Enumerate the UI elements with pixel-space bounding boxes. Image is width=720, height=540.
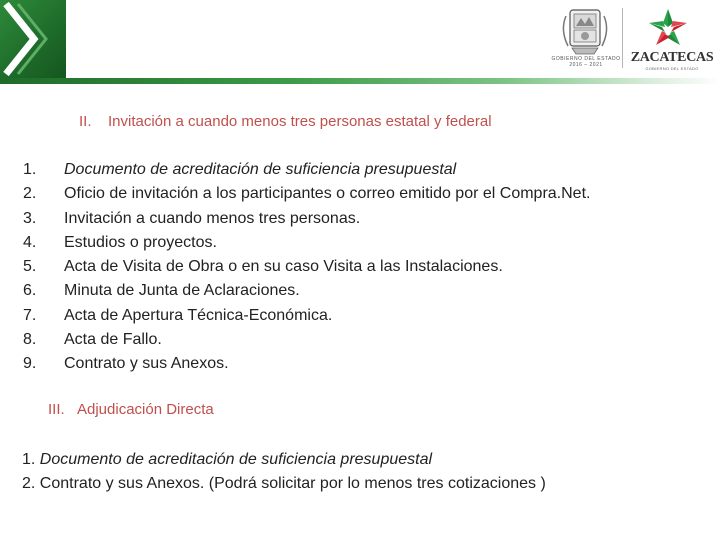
logo-divider — [622, 8, 623, 68]
list-item-text: Estudios o proyectos. — [64, 233, 217, 251]
list-item — [23, 182, 590, 206]
brand-name: ZACATECAS — [630, 50, 714, 65]
zacatecas-star-logo — [634, 6, 702, 52]
list-item — [23, 279, 590, 303]
section-iii-number: III. — [48, 401, 65, 418]
list-item-number: 2. — [23, 185, 37, 203]
list-item-number: 5. — [23, 258, 37, 276]
list-item-text: Acta de Fallo. — [64, 331, 162, 349]
section-ii-heading — [79, 113, 492, 130]
list-item-text: Oficio de invitación a los participantes o correo emitido por el Compra.Net. — [64, 185, 591, 203]
list-item — [22, 472, 546, 496]
list-item-text: Invitación a cuando menos tres personas. — [64, 209, 361, 227]
list-item-number: 8. — [23, 331, 37, 349]
page-header — [0, 0, 720, 82]
list-item-text: Contrato y sus Anexos. — [64, 355, 229, 373]
list-item — [23, 328, 590, 352]
list-item-text: Contrato y sus Anexos. (Podrá solicitar por lo menos tres cotizaciones ) — [39, 475, 546, 492]
section-ii-number: II. — [79, 113, 92, 130]
list-item-number: 1. — [23, 161, 37, 178]
section-ii-title: Invitación a cuando menos tres personas estatal y federal — [108, 113, 492, 130]
list-item-text: Acta de Apertura Técnica-Económica. — [64, 306, 333, 324]
list-item-number: 7. — [23, 306, 37, 324]
list-item-number: 6. — [23, 282, 37, 300]
list-item-text: Documento de acreditación de suficiencia presupuestal — [39, 451, 433, 468]
list-item-number: 2. — [22, 475, 40, 492]
list-item — [22, 448, 546, 472]
list-item — [23, 352, 590, 376]
list-item-text: Minuta de Junta de Aclaraciones. — [64, 282, 300, 300]
zacatecas-star-icon — [634, 6, 702, 52]
section-iii-title: Adjudicación Directa — [77, 401, 214, 418]
section-iii-heading — [48, 401, 214, 418]
list-item-number: 4. — [23, 233, 37, 251]
section-iii-list — [22, 448, 546, 496]
section-ii-list — [23, 158, 590, 377]
list-item — [23, 207, 590, 231]
list-item — [23, 304, 590, 328]
list-item-text: Documento de acreditación de suficiencia presupuestal — [64, 161, 457, 178]
coat-of-arms-icon — [552, 6, 618, 58]
seal-caption: GOBIERNO DEL ESTADO 2016 – 2021 — [551, 56, 621, 68]
list-item — [23, 231, 590, 255]
list-item-text: Acta de Visita de Obra o en su caso Visita a las Instalaciones. — [64, 258, 503, 276]
list-item — [23, 255, 590, 279]
list-item-number: 3. — [23, 209, 37, 227]
list-item-number: 9. — [23, 355, 37, 373]
header-green-bar — [0, 78, 720, 84]
chevron-decoration-icon — [0, 0, 66, 78]
brand-subtitle: GOBIERNO DEL ESTADO — [645, 66, 699, 71]
list-item-number: 1. — [22, 451, 40, 468]
header-green-block — [0, 0, 66, 78]
list-item — [23, 158, 590, 182]
